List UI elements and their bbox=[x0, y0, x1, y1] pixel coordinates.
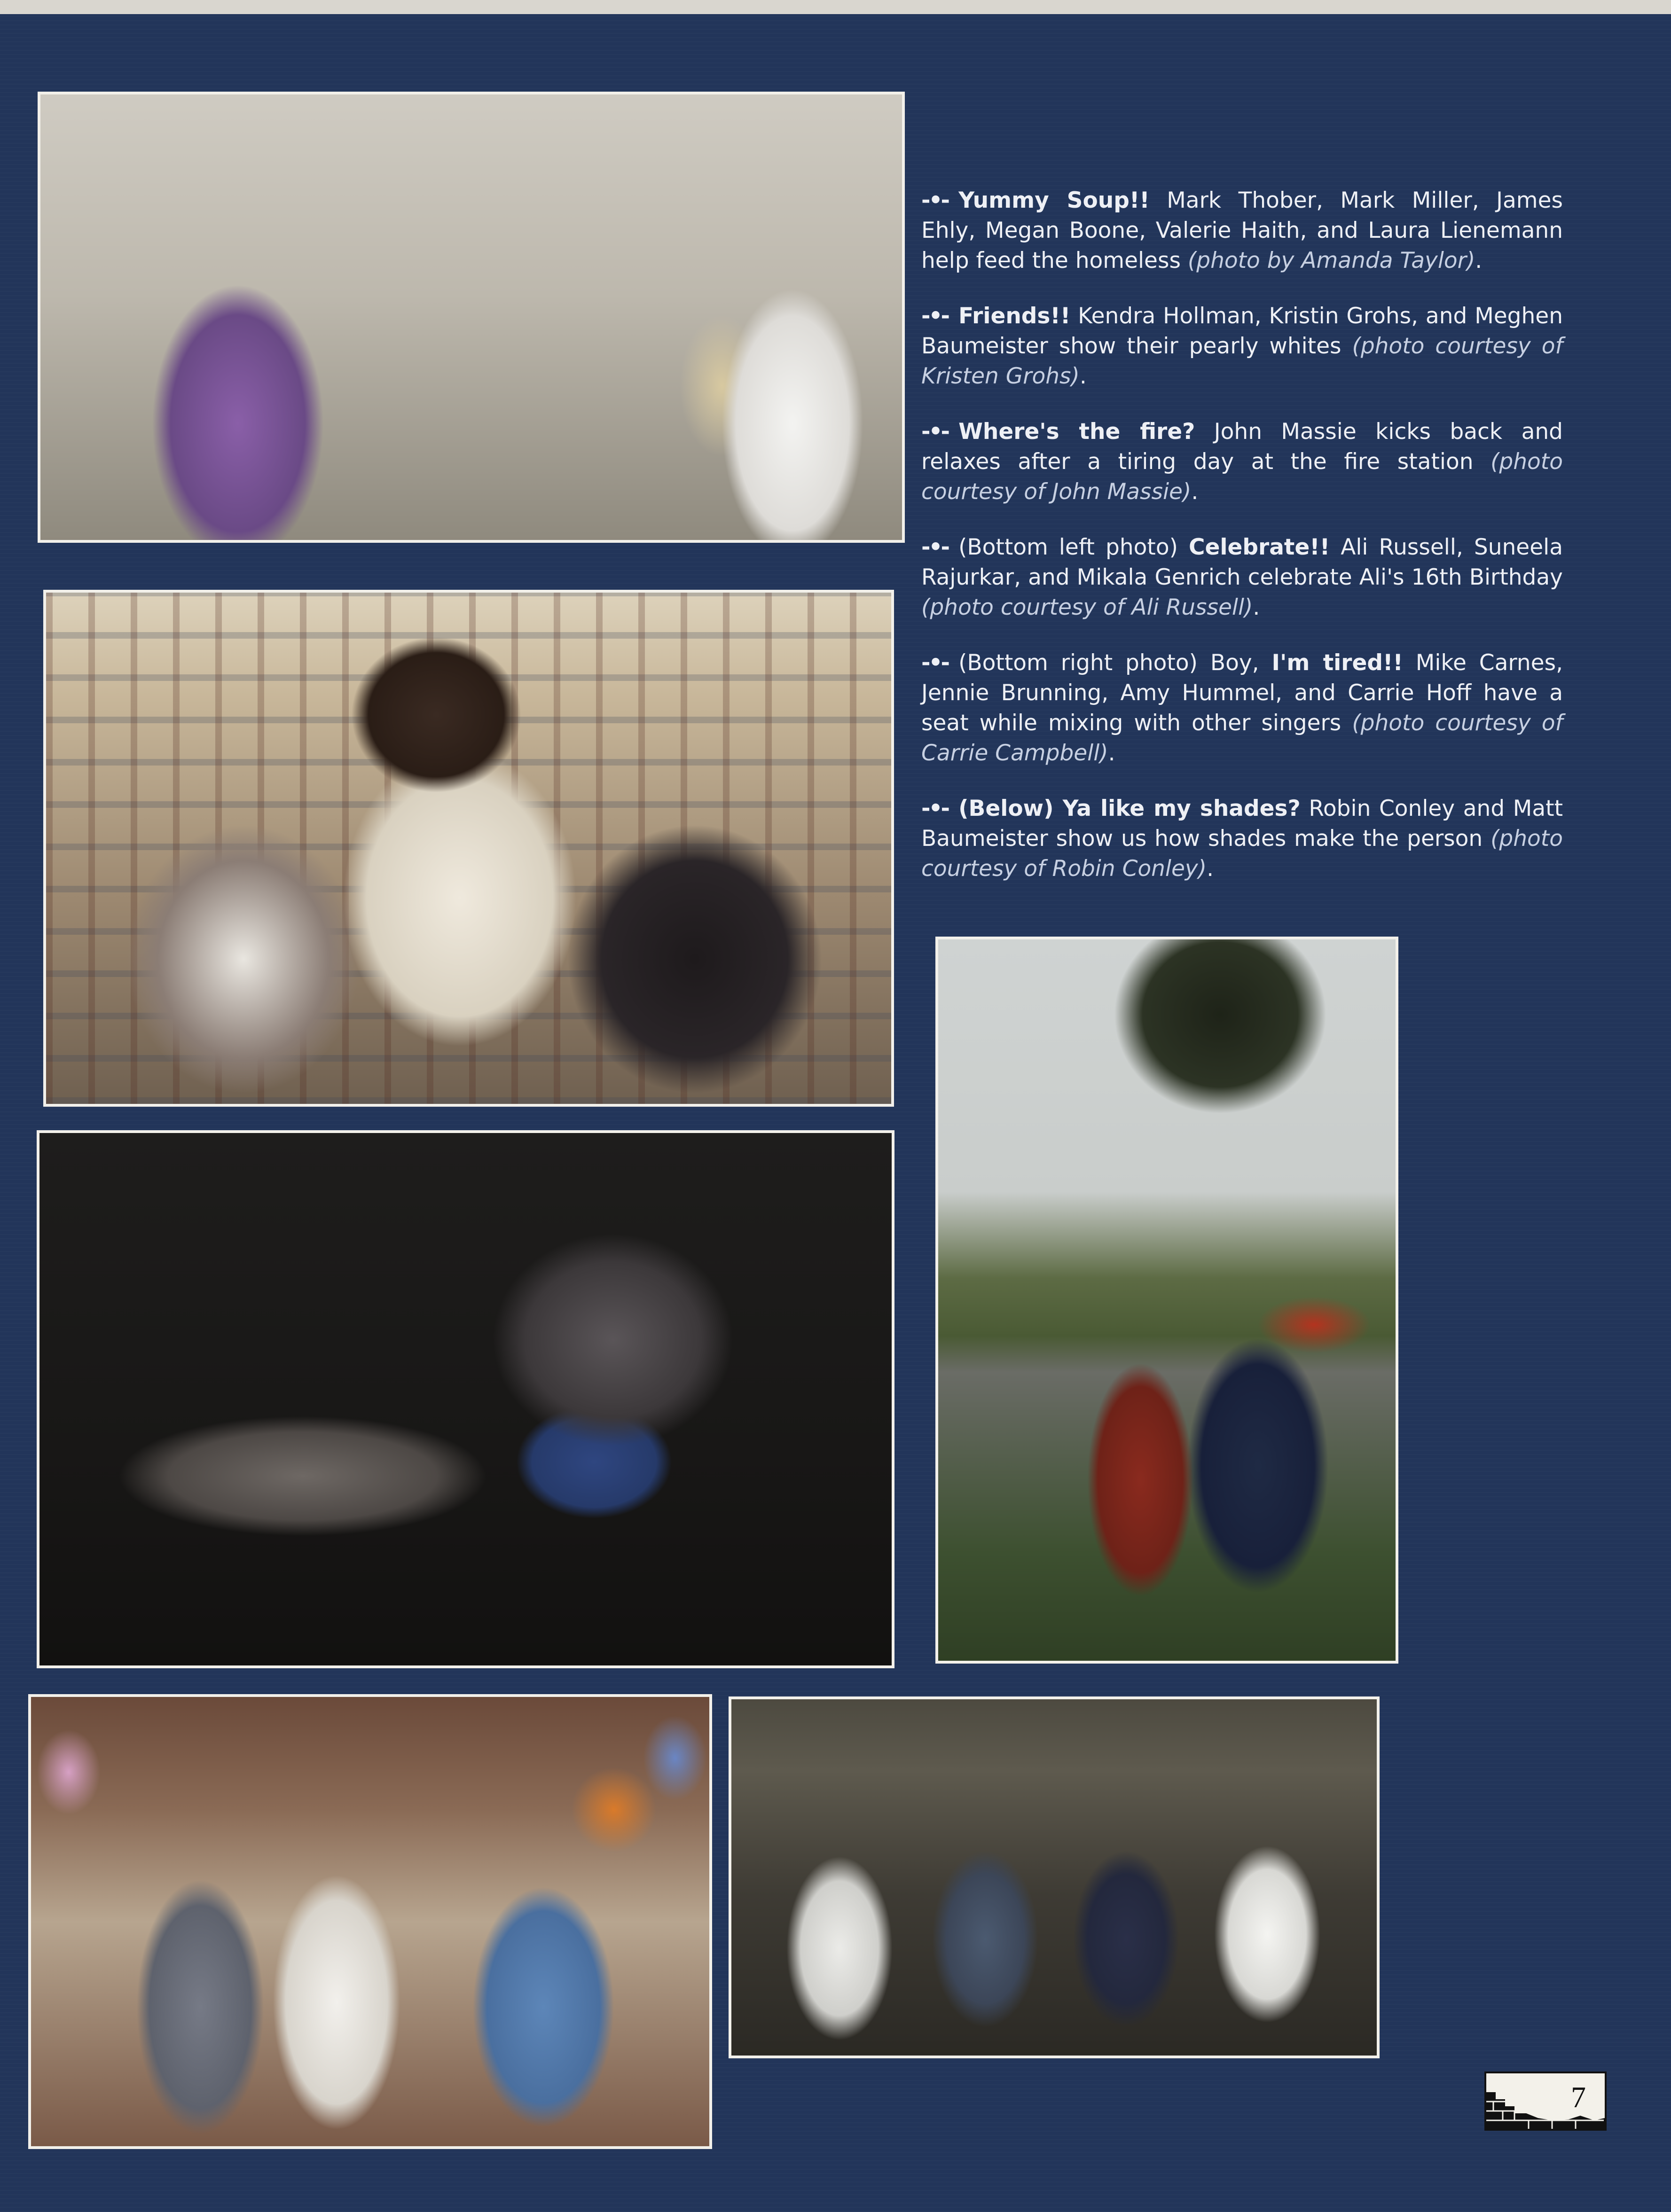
caption-end: . bbox=[1207, 856, 1214, 882]
caption-credit: (photo courtesy of Ali Russell) bbox=[921, 594, 1253, 620]
caption-body: John Massie kicks back and relaxes after a tiring day at the fire station bbox=[921, 419, 1563, 475]
caption-body: Robin Conley and Matt Baumeister show us how shades make the person bbox=[921, 796, 1563, 852]
caption-title: Yummy Soup!! bbox=[958, 188, 1150, 213]
photo-image bbox=[938, 939, 1396, 1661]
caption-credit: (photo courtesy of Robin Conley) bbox=[921, 826, 1563, 882]
caption-im-tired bbox=[921, 648, 1563, 768]
caption-title: (Below) Ya like my shades? bbox=[958, 796, 1301, 821]
caption-end: . bbox=[1079, 363, 1087, 389]
photo-image bbox=[31, 1697, 709, 2146]
photo-wheres-the-fire bbox=[37, 1130, 894, 1668]
photo-im-tired bbox=[729, 1696, 1380, 2058]
caption-prefix: (Bottom left photo) bbox=[958, 534, 1189, 560]
caption-bullet-icon: -•- bbox=[921, 650, 949, 676]
brick-wall-icon bbox=[1486, 2073, 1605, 2129]
photo-image bbox=[39, 1133, 892, 1665]
top-paper-edge bbox=[0, 0, 1671, 14]
page-number: 7 bbox=[1571, 2080, 1586, 2114]
caption-bullet-icon: -•- bbox=[921, 419, 949, 445]
caption-wheres-the-fire bbox=[921, 417, 1563, 507]
caption-end: . bbox=[1191, 479, 1199, 505]
caption-title: I'm tired!! bbox=[1271, 650, 1403, 676]
photo-image bbox=[40, 94, 902, 540]
caption-yummy-soup bbox=[921, 186, 1563, 276]
caption-ya-like-my-shades bbox=[921, 794, 1563, 884]
caption-title: Friends!! bbox=[958, 303, 1071, 329]
photo-ya-like-my-shades bbox=[935, 937, 1398, 1664]
caption-end: . bbox=[1475, 248, 1483, 274]
caption-title: Celebrate!! bbox=[1189, 534, 1330, 560]
caption-body: Ali Russell, Suneela Rajurkar, and Mikala Genrich celebrate Ali's 16th Birthday bbox=[921, 534, 1563, 590]
caption-credit: (photo courtesy of John Massie) bbox=[921, 449, 1563, 505]
caption-bullet-icon: -•- bbox=[921, 796, 949, 821]
caption-celebrate bbox=[921, 532, 1563, 623]
caption-body: Mark Thober, Mark Miller, James Ehly, Megan Boone, Valerie Haith, and Laura Lienemann help feed the homeless bbox=[921, 188, 1563, 274]
caption-credit: (photo courtesy of Kristen Grohs) bbox=[921, 333, 1563, 389]
photo-image bbox=[46, 593, 891, 1104]
caption-prefix: (Bottom right photo) Boy, bbox=[958, 650, 1272, 676]
caption-end: . bbox=[1253, 594, 1260, 620]
photo-celebrate bbox=[28, 1694, 712, 2149]
photo-image bbox=[731, 1699, 1377, 2056]
caption-column bbox=[921, 186, 1563, 909]
caption-credit: (photo by Amanda Taylor) bbox=[1187, 248, 1475, 274]
photo-friends bbox=[43, 590, 894, 1107]
caption-bullet-icon: -•- bbox=[921, 303, 949, 329]
caption-body: Mike Carnes, Jennie Brunning, Amy Hummel, and Carrie Hoff have a seat while mixing with other singers bbox=[921, 650, 1563, 736]
page-number-box bbox=[1484, 2071, 1607, 2131]
caption-credit: (photo courtesy of Carrie Campbell) bbox=[921, 710, 1563, 766]
photo-yummy-soup bbox=[38, 92, 905, 543]
caption-friends bbox=[921, 301, 1563, 391]
caption-body: Kendra Hollman, Kristin Grohs, and Meghen Baumeister show their pearly whites bbox=[921, 303, 1563, 359]
caption-title: Where's the fire? bbox=[958, 419, 1195, 445]
caption-bullet-icon: -•- bbox=[921, 534, 949, 560]
caption-bullet-icon: -•- bbox=[921, 188, 949, 213]
caption-end: . bbox=[1108, 740, 1115, 766]
